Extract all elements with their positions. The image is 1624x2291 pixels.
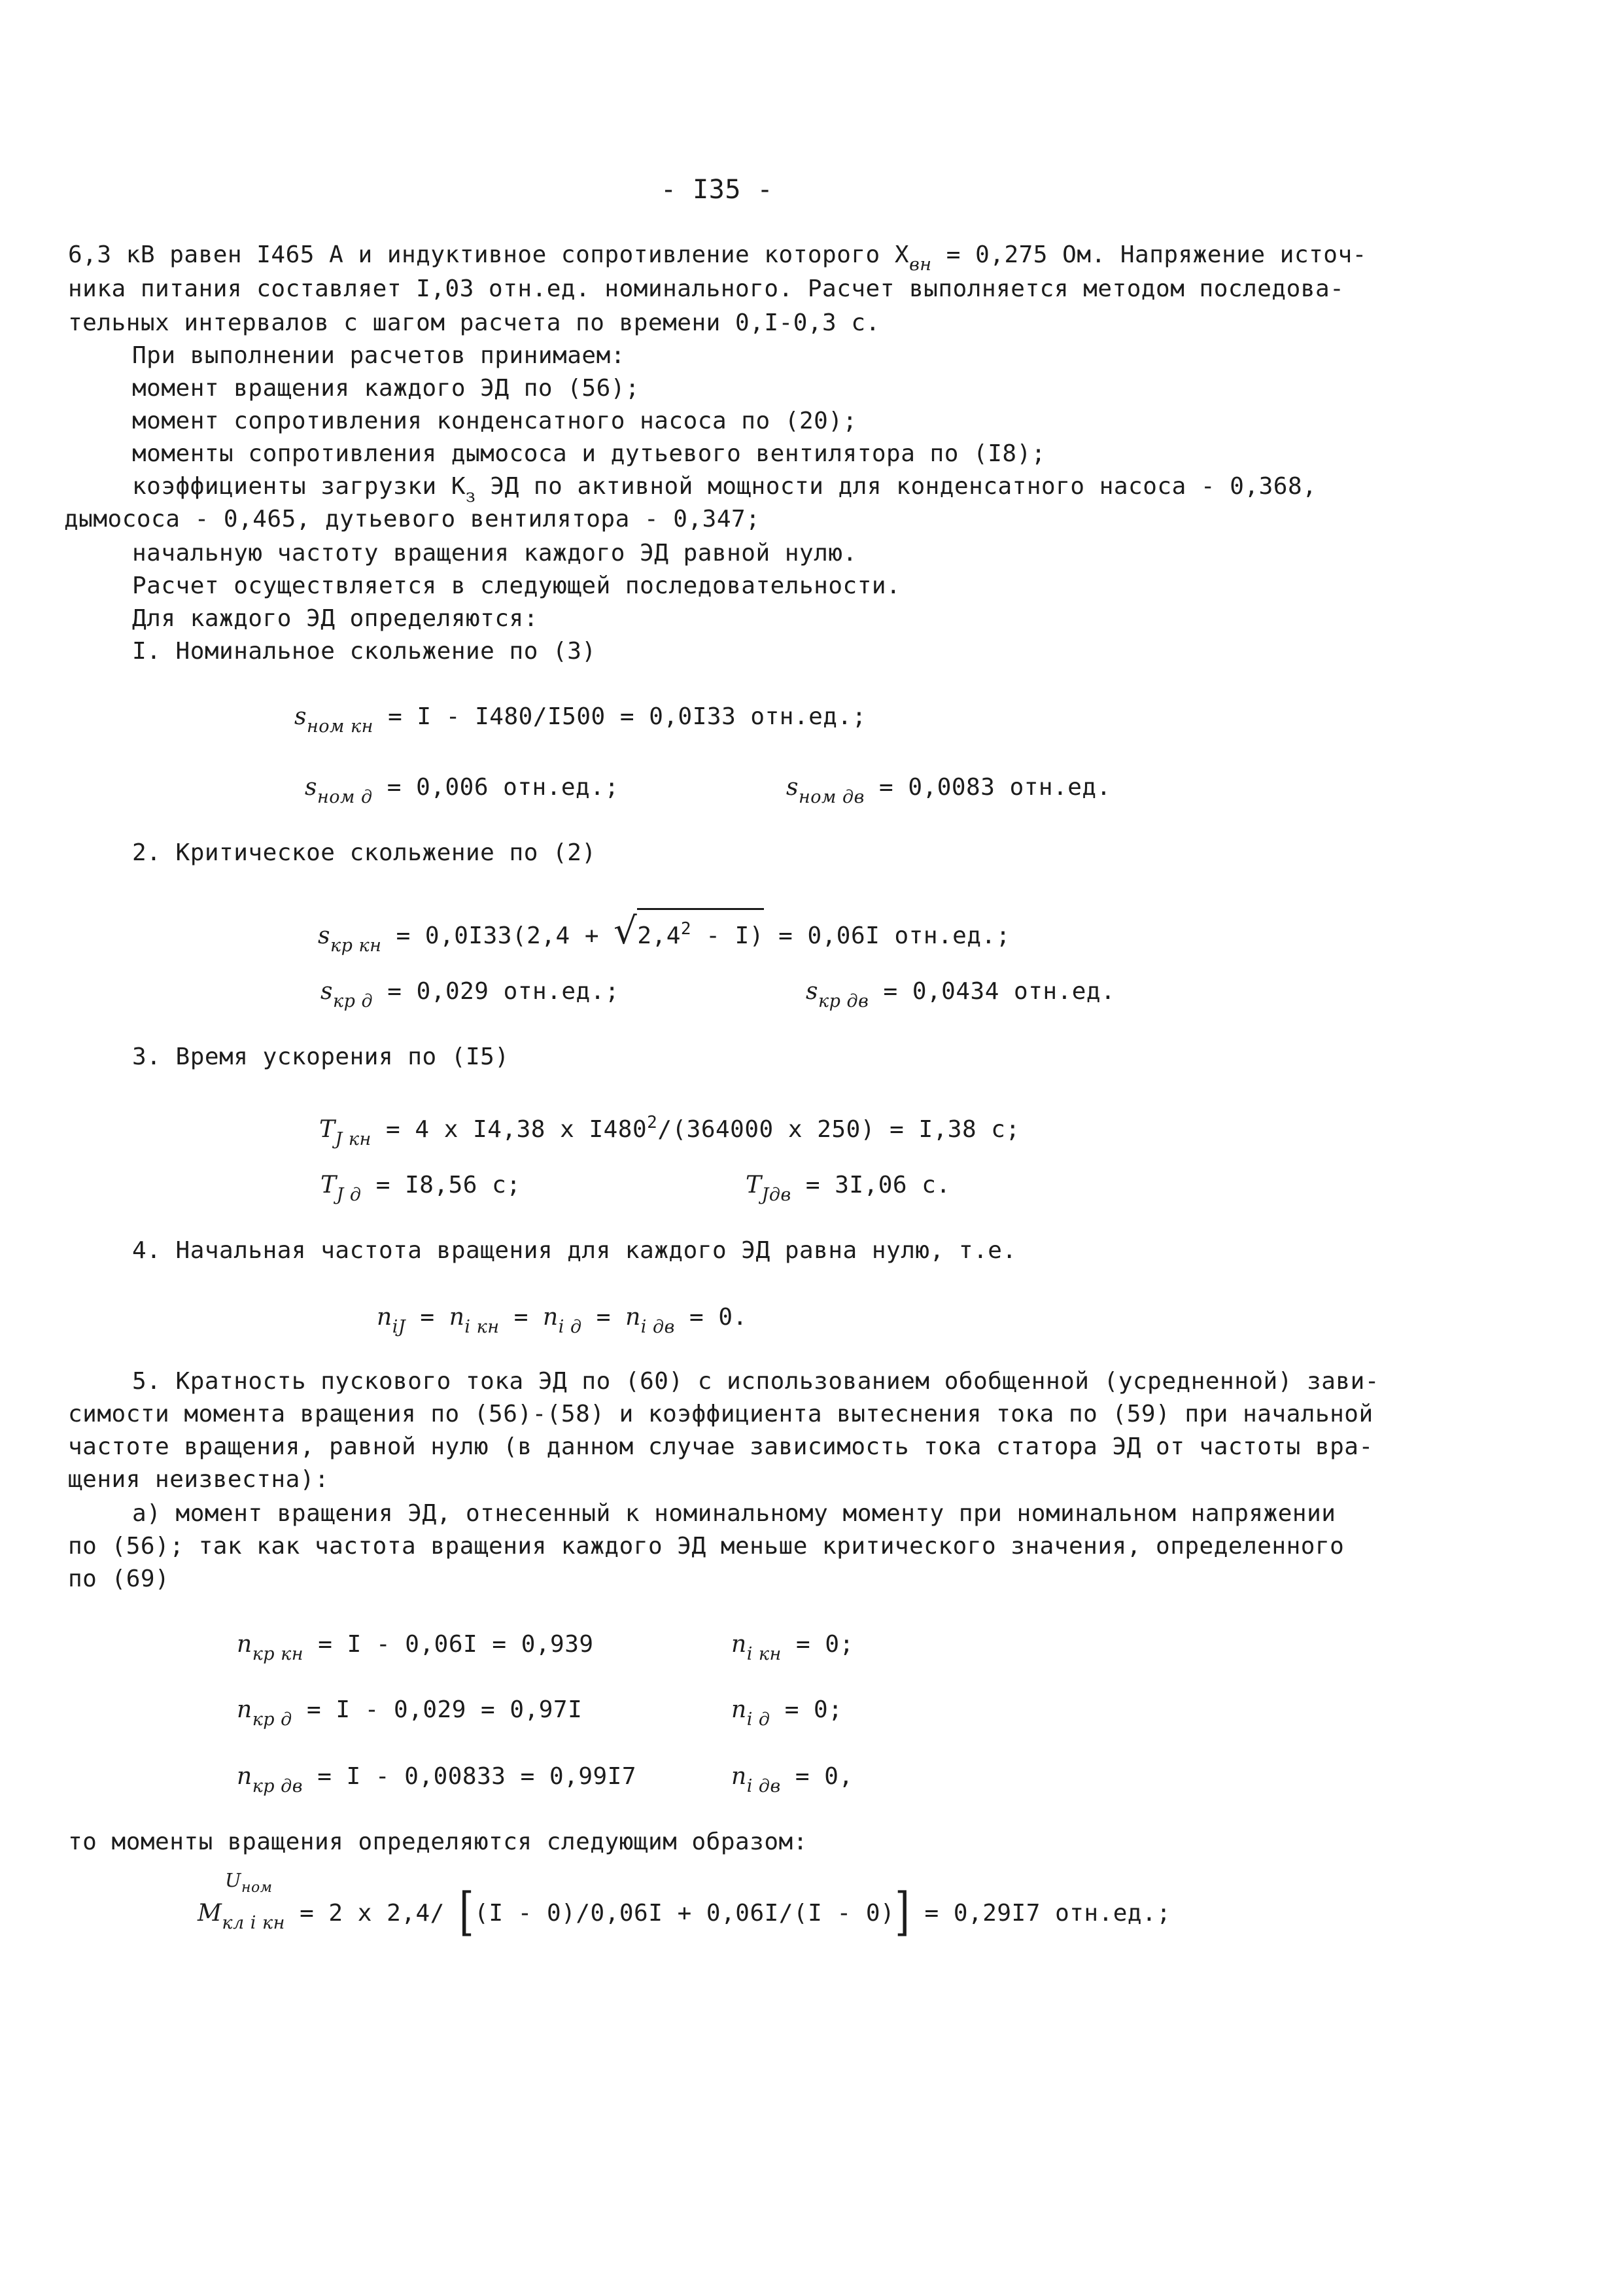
formula-s-kr-dv <box>806 977 1115 1016</box>
expression: = 0; <box>781 1631 854 1658</box>
formula-s-nom-d <box>305 773 619 812</box>
intro-subscript: вн <box>909 254 932 275</box>
expression: /(364000 x 250) = I,38 с; <box>657 1116 1020 1143</box>
step-5-line-4: щения неизвестна): <box>68 1466 330 1493</box>
step-5-line-3: частоте вращения, равной нулю (в данном случае зависимость тока статора ЭД от частоты вра- <box>68 1433 1373 1460</box>
symbol: n <box>731 1631 747 1658</box>
subscript: кр д <box>252 1709 292 1730</box>
subscript: кр д <box>332 991 373 1011</box>
equals: = <box>499 1304 544 1331</box>
expression: = 0,029 отн.ед.; <box>373 978 620 1005</box>
symbol: s <box>786 774 799 801</box>
step-5a-line-3: по (69) <box>68 1565 170 1592</box>
subscript: i кн <box>464 1317 500 1337</box>
subscript: кр кн <box>252 1644 304 1664</box>
subscript: кр дв <box>818 991 869 1011</box>
step-5-line-2: симости момента вращения по (56)-(58) и коэффициента вытеснения тока по (59) при начальной <box>68 1401 1373 1427</box>
symbol: n <box>449 1304 465 1331</box>
subscript: i кн <box>746 1644 782 1664</box>
expression: = 4 x I4,38 x I480 <box>371 1116 648 1143</box>
symbol: s <box>305 774 317 801</box>
assumption-text: ЭД по активной мощности для конденсатного насоса - 0,368, <box>475 473 1317 500</box>
symbol: n <box>237 1696 252 1723</box>
formula-t-j-d <box>320 1171 521 1210</box>
radicand-rest: - I) <box>691 922 764 949</box>
formula-n-i-d <box>731 1696 842 1734</box>
right-bracket: ] <box>895 1881 910 1942</box>
moments-intro: то моменты вращения определяются следующим образом: <box>68 1828 808 1855</box>
exponent: 2 <box>647 1113 658 1132</box>
sqrt-radicand <box>637 915 764 951</box>
determined-line: Для каждого ЭД определяются: <box>132 605 538 632</box>
formula-s-nom-kn <box>294 703 867 741</box>
expression: = 3I,06 с. <box>791 1172 951 1198</box>
symbol: T <box>319 1116 336 1143</box>
subscript: i д <box>558 1317 582 1337</box>
subscript: i д <box>746 1709 770 1730</box>
expression: = 2 x 2,4/ <box>285 1900 459 1927</box>
assumption-item: моменты сопротивления дымососа и дутьевого вентилятора по (I8); <box>132 440 1046 467</box>
expression: = 0,006 отн.ед.; <box>372 774 619 801</box>
step-5-line-1: 5. Кратность пускового тока ЭД по (60) с использованием обобщенной (усредненной) зави- <box>132 1368 1379 1395</box>
equals: = <box>406 1304 449 1331</box>
sqrt-bar <box>637 908 764 910</box>
page-number: - I35 - <box>661 175 774 205</box>
formula-n-i-dv <box>731 1762 854 1801</box>
symbol: U <box>225 1869 241 1891</box>
formula-s-nom-dv <box>786 773 1111 812</box>
symbol: n <box>543 1304 559 1331</box>
subscript: ном дв <box>798 787 865 807</box>
expression: = I - 0,00833 = 0,99I7 <box>303 1763 637 1790</box>
expression: = 0; <box>770 1696 843 1723</box>
subscript: кл i кн <box>222 1913 285 1933</box>
symbol: M <box>198 1900 222 1927</box>
subscript: i дв <box>640 1317 675 1337</box>
symbol: n <box>237 1763 252 1790</box>
symbol: s <box>320 978 333 1005</box>
subscript: ном д <box>317 787 373 807</box>
step-3-heading: 3. Время ускорения по (I5) <box>132 1043 510 1070</box>
intro-line-3: тельных интервалов с шагом расчета по времени 0,I-0,3 с. <box>68 309 880 336</box>
assumption-item: момент сопротивления конденсатного насоса по (20); <box>132 408 857 434</box>
formula-n-i-kn <box>731 1630 854 1669</box>
intro-line-1 <box>68 241 1367 279</box>
expression: = 0,0I33(2,4 + <box>381 922 614 949</box>
assumption-text: коэффициенты загрузки К <box>132 473 466 500</box>
formula-n-kr-dv <box>237 1762 636 1801</box>
assumptions-heading: При выполнении расчетов принимаем: <box>132 342 625 369</box>
equals: = <box>581 1304 626 1331</box>
subscript: кр кн <box>330 936 382 956</box>
bracket-content: (I - 0)/0,06I + 0,06I/(I - 0) <box>474 1900 895 1927</box>
subscript: ном кн <box>306 716 373 737</box>
step-2-heading: 2. Критическое скольжение по (2) <box>132 839 596 866</box>
step-4-heading: 4. Начальная частота вращения для каждого ЭД равна нулю, т.е. <box>132 1237 1017 1264</box>
exponent: 2 <box>680 919 692 939</box>
symbol: s <box>806 978 818 1005</box>
subscript: J д <box>336 1185 362 1205</box>
expression: = I8,56 с; <box>361 1172 521 1198</box>
formula-t-j-kn <box>319 1108 1020 1154</box>
expression: = I - 0,06I = 0,939 <box>303 1631 594 1658</box>
formula-n-kr-kn <box>237 1630 594 1669</box>
sqrt-sign-icon: √ <box>613 910 638 953</box>
expression: = I - I480/I500 = 0,0I33 отн.ед.; <box>373 703 867 730</box>
symbol: s <box>318 922 330 949</box>
symbol: n <box>731 1763 747 1790</box>
formula-n-kr-d <box>237 1696 582 1734</box>
symbol: s <box>294 703 307 730</box>
expression: = 0,0434 отн.ед. <box>869 978 1116 1005</box>
step-5a-line-1: а) момент вращения ЭД, отнесенный к номинальному моменту при номинальном напряжении <box>132 1500 1336 1527</box>
symbol: n <box>377 1304 392 1331</box>
formula-initial-speed <box>377 1303 748 1342</box>
subscript: Jдв <box>761 1185 791 1205</box>
formula-s-kr-kn <box>318 910 1011 960</box>
symbol: n <box>731 1696 747 1723</box>
intro-line-2: ника питания составляет I,03 отн.ед. номинального. Расчет выполняется методом последова- <box>68 275 1345 302</box>
subscript: J кн <box>335 1129 371 1149</box>
sequence-line: Расчет осуществляется в следующей последовательности. <box>132 572 901 599</box>
step-1-heading: I. Номинальное скольжение по (3) <box>132 638 596 665</box>
assumption-item-continuation: дымососа - 0,465, дутьевого вентилятора - 0,347; <box>64 506 761 533</box>
expression: = 0. <box>674 1304 748 1331</box>
symbol: T <box>320 1172 337 1198</box>
subscript: iJ <box>392 1317 406 1337</box>
subscript: i дв <box>746 1776 781 1796</box>
symbol: n <box>237 1631 252 1658</box>
left-bracket: [ <box>459 1881 475 1942</box>
formula-s-kr-d <box>320 977 619 1016</box>
expression: = 0,06I отн.ед.; <box>763 922 1011 949</box>
subscript: ном <box>241 1880 273 1896</box>
intro-text: 6,3 кВ равен I465 А и индуктивное сопротивление которого Х <box>68 241 910 268</box>
intro-text: = 0,275 Ом. Напряжение источ- <box>931 241 1367 268</box>
symbol: T <box>746 1172 762 1198</box>
expression: = I - 0,029 = 0,97I <box>292 1696 583 1723</box>
symbol: n <box>625 1304 641 1331</box>
formula-t-j-dv <box>746 1171 951 1210</box>
step-5a-line-2: по (56); так как частота вращения каждого ЭД меньше критического значения, определенного <box>68 1533 1345 1560</box>
assumption-subscript: з <box>466 486 476 506</box>
subscript: кр дв <box>252 1776 303 1796</box>
assumption-item: момент вращения каждого ЭД по (56); <box>132 375 640 402</box>
expression: = 0,29I7 отн.ед.; <box>910 1900 1171 1927</box>
expression: = 0, <box>780 1763 854 1790</box>
expression: = 0,0083 отн.ед. <box>864 774 1111 801</box>
radicand-base: 2,4 <box>637 922 681 949</box>
assumption-item: начальную частоту вращения каждого ЭД равной нулю. <box>132 540 857 567</box>
